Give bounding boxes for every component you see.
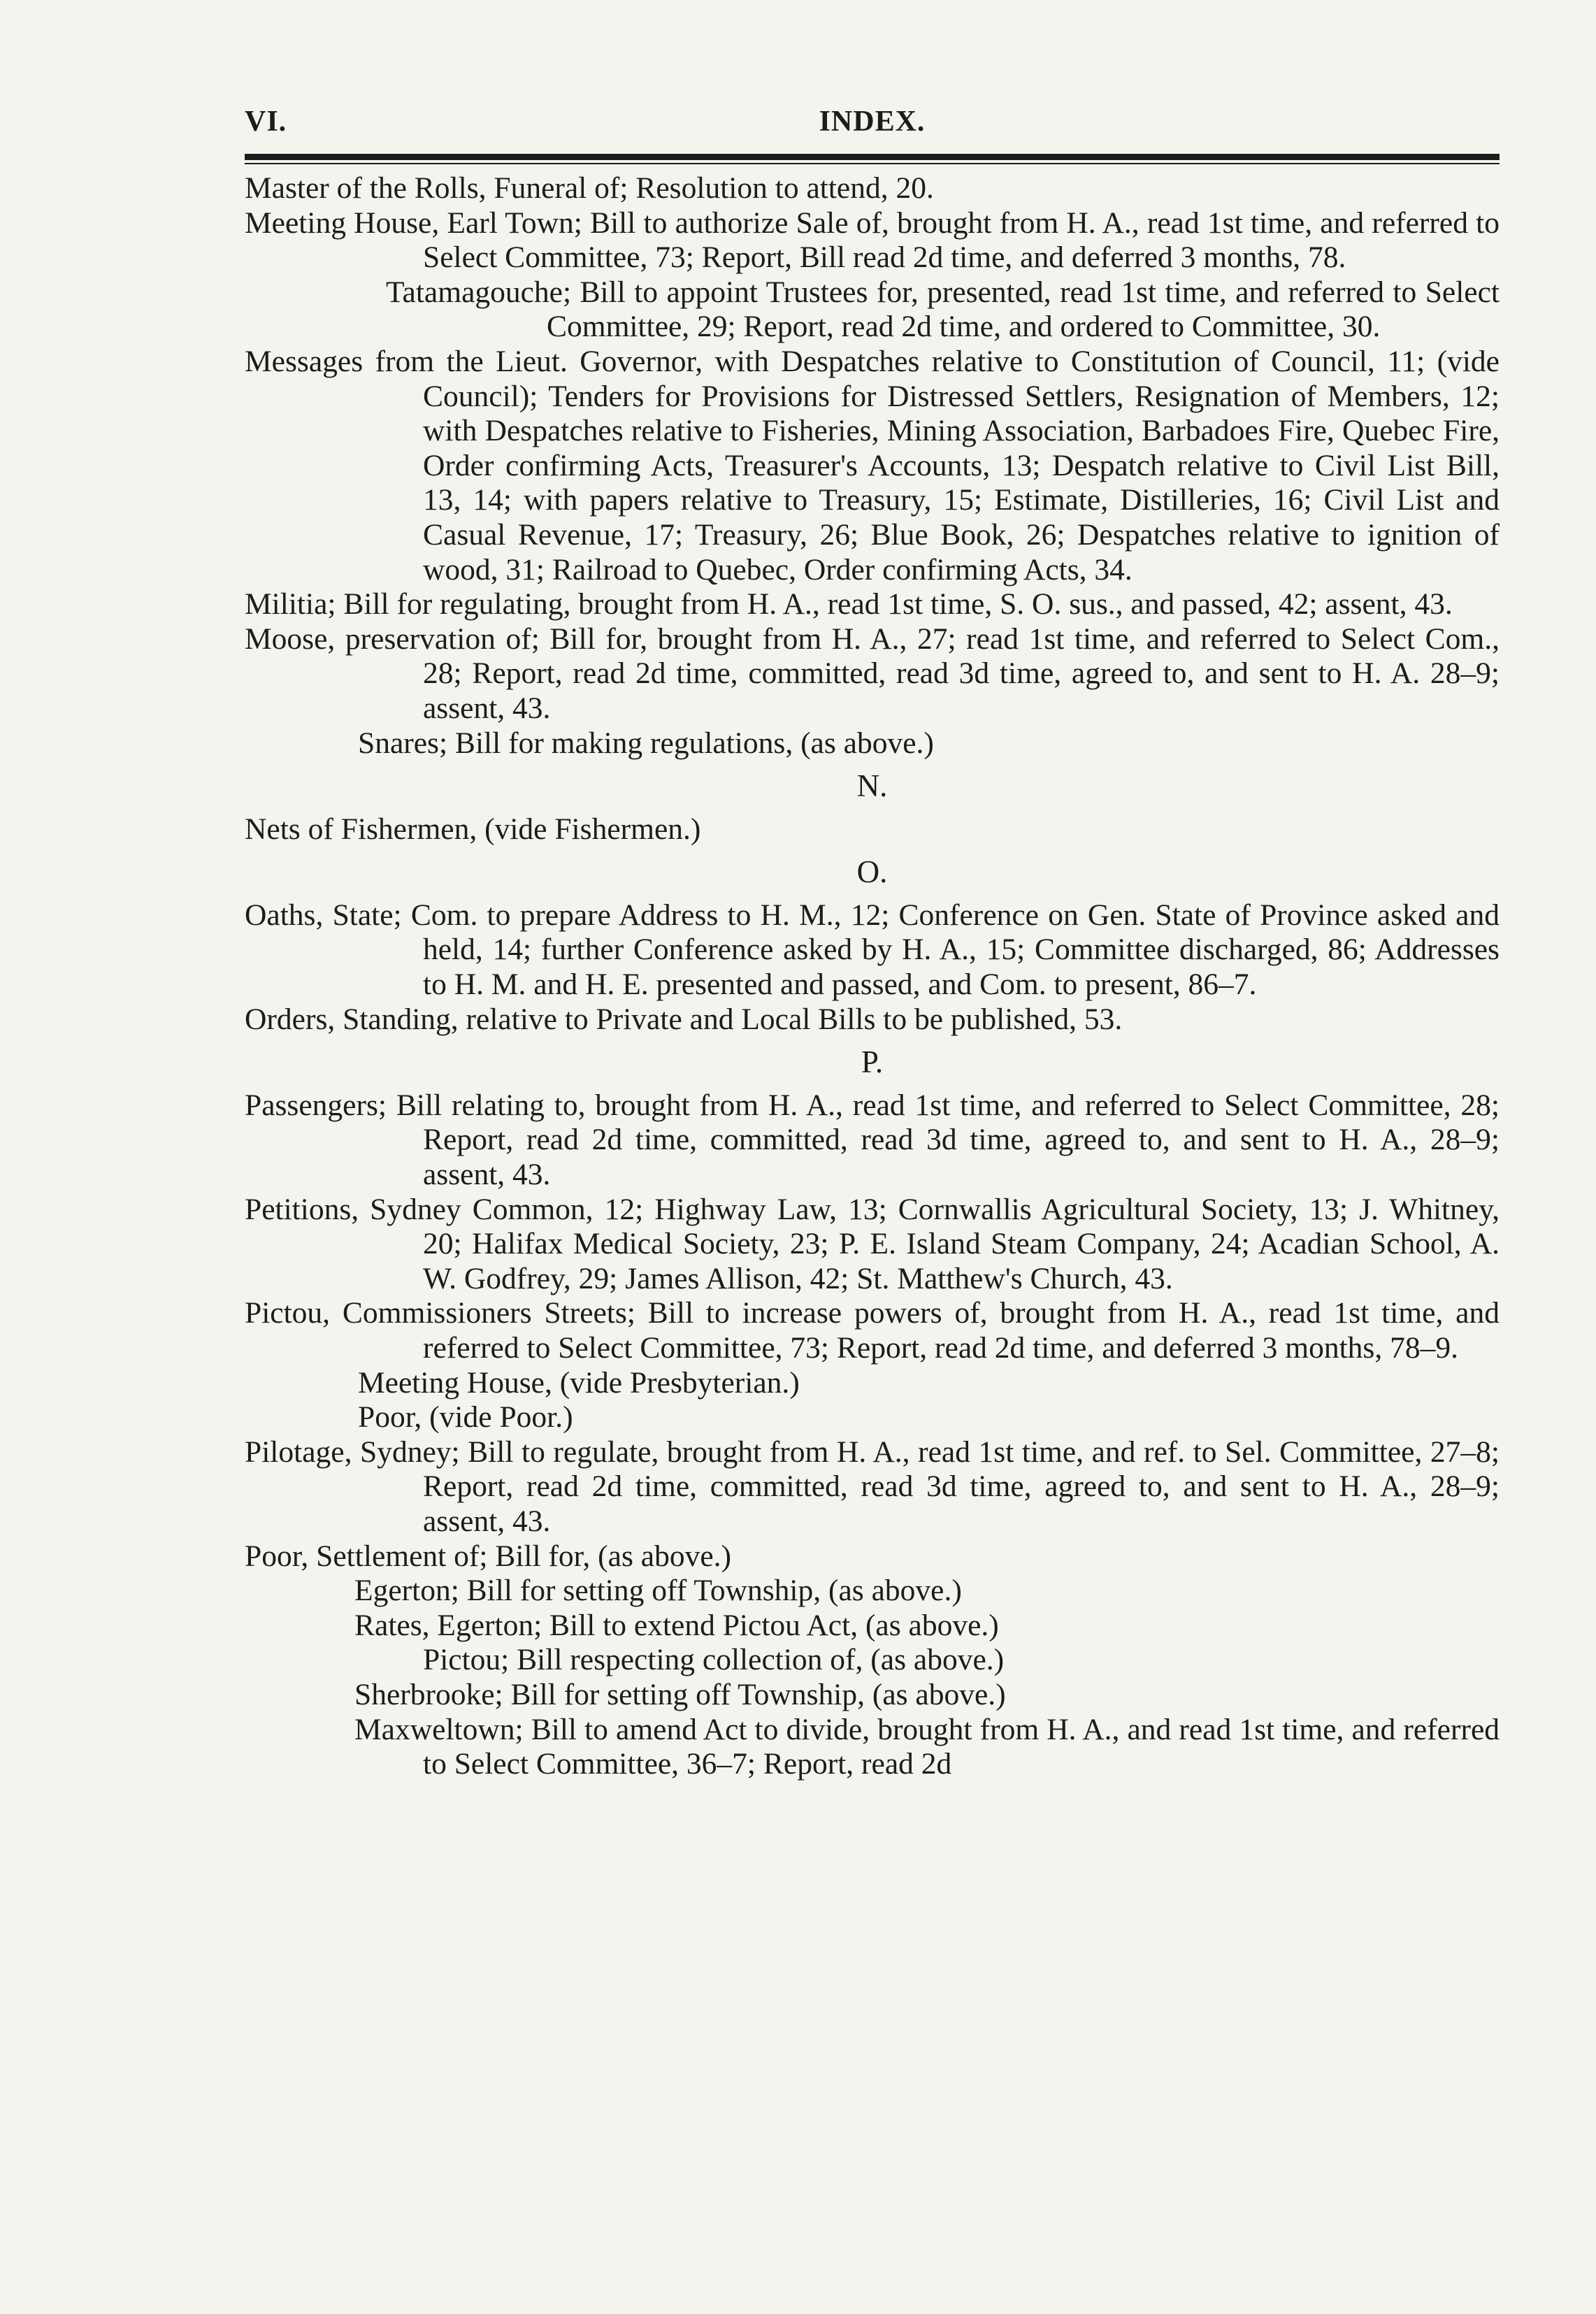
- header-rule-thin: [245, 163, 1500, 164]
- index-entry: Messages from the Lieut. Governor, with Despatches relative to Constitution of Council, 11; (vide Council); Tenders for Provisions for Distressed Settlers, Resignation of Members, 12; with Despatches relative to Fisheries, Mining Association, Barbadoes Fire, Quebec Fire, Order confirming Acts, Treasurer's Accounts, 13; Despatch relative to Civil List Bill, 13, 14; with papers relative to Treasury, 15; Estimate, Distilleries, 16; Civil List and Casual Revenue, 17; Treasury, 26; Blue Book, 26; Despatches relative to ignition of wood, 31; Railroad to Quebec, Order confirming Acts, 34.: [245, 344, 1500, 587]
- index-entry: Rates, Egerton; Bill to extend Pictou Act, (as above.): [354, 1608, 999, 1642]
- running-title: INDEX.: [819, 106, 926, 138]
- page-number: VI.: [245, 106, 287, 138]
- running-header: [245, 105, 1500, 154]
- index-entry: Militia; Bill for regulating, brought from H. A., read 1st time, S. O. sus., and passed, 42; assent, 43.: [245, 587, 1453, 621]
- index-entry: Snares; Bill for making regulations, (as above.): [358, 726, 934, 760]
- index-entry: Egerton; Bill for setting off Township, (as above.): [354, 1574, 962, 1608]
- index-entry: Sherbrooke; Bill for setting off Township, (as above.): [354, 1677, 1006, 1711]
- index-entry: Pilotage, Sydney; Bill to regulate, brought from H. A., read 1st time, and ref. to Sel. Committee, 27–8; Report, read 2d time, committed, read 3d time, agreed to, and sent to H. A., 28–9; assent, 43.: [245, 1435, 1500, 1538]
- index-page: [245, 105, 1500, 1782]
- index-entry: Meeting House, (vide Presbyterian.): [358, 1365, 800, 1400]
- section-letter: P.: [861, 1044, 884, 1080]
- index-entry: Moose, preservation of; Bill for, brought from H. A., 27; read 1st time, and referred to Select Com., 28; Report, read 2d time, committed, read 3d time, agreed to, and sent to H. A. 28–9; assent, 43.: [245, 621, 1500, 725]
- header-rule-thick: [245, 154, 1500, 160]
- index-entry: Oaths, State; Com. to prepare Address to H. M., 12; Conference on Gen. State of Province asked and held, 14; further Conference asked by H. A., 15; Committee discharged, 86; Addresses to H. M. and H. E. presented and passed, and Com. to present, 86–7.: [245, 898, 1500, 1002]
- index-entry: Orders, Standing, relative to Private and Local Bills to be published, 53.: [245, 1002, 1123, 1036]
- index-entry: Tatamagouche; Bill to appoint Trustees for, presented, read 1st time, and referred to Select Committee, 29; Report, read 2d time, and ordered to Committee, 30.: [386, 275, 1500, 344]
- index-entry: Petitions, Sydney Common, 12; Highway Law, 13; Cornwallis Agricultural Society, 13; J. Whitney, 20; Halifax Medical Society, 23; P. E. Island Steam Company, 24; Acadian School, A. W. Godfrey, 29; James Allison, 42; St. Matthew's Church, 43.: [245, 1192, 1500, 1295]
- index-entry: Nets of Fishermen, (vide Fishermen.): [245, 812, 701, 846]
- section-letter: O.: [856, 854, 888, 890]
- index-entry: Passengers; Bill relating to, brought from H. A., read 1st time, and referred to Select Committee, 28; Report, read 2d time, committed, read 3d time, agreed to, and sent to H. A., 28–9; assent, 43.: [245, 1088, 1500, 1192]
- index-entries: [245, 171, 1500, 1782]
- index-entry: Maxweltown; Bill to amend Act to divide, brought from H. A., and read 1st time, and referred to Select Committee, 36–7; Report, read 2d: [354, 1712, 1500, 1781]
- index-entry: Meeting House, Earl Town; Bill to authorize Sale of, brought from H. A., read 1st time, and referred to Select Committee, 73; Report, Bill read 2d time, and deferred 3 months, 78.: [245, 206, 1500, 275]
- section-letter: N.: [856, 768, 888, 804]
- index-entry: Pictou, Commissioners Streets; Bill to increase powers of, brought from H. A., read 1st time, and referred to Select Committee, 73; Report, read 2d time, and deferred 3 months, 78–9.: [245, 1296, 1500, 1365]
- index-entry: Poor, Settlement of; Bill for, (as above.): [245, 1539, 731, 1573]
- index-entry: Poor, (vide Poor.): [358, 1400, 573, 1435]
- index-entry: Master of the Rolls, Funeral of; Resolution to attend, 20.: [245, 171, 934, 205]
- index-entry: Pictou; Bill respecting collection of, (as above.): [423, 1643, 1005, 1677]
